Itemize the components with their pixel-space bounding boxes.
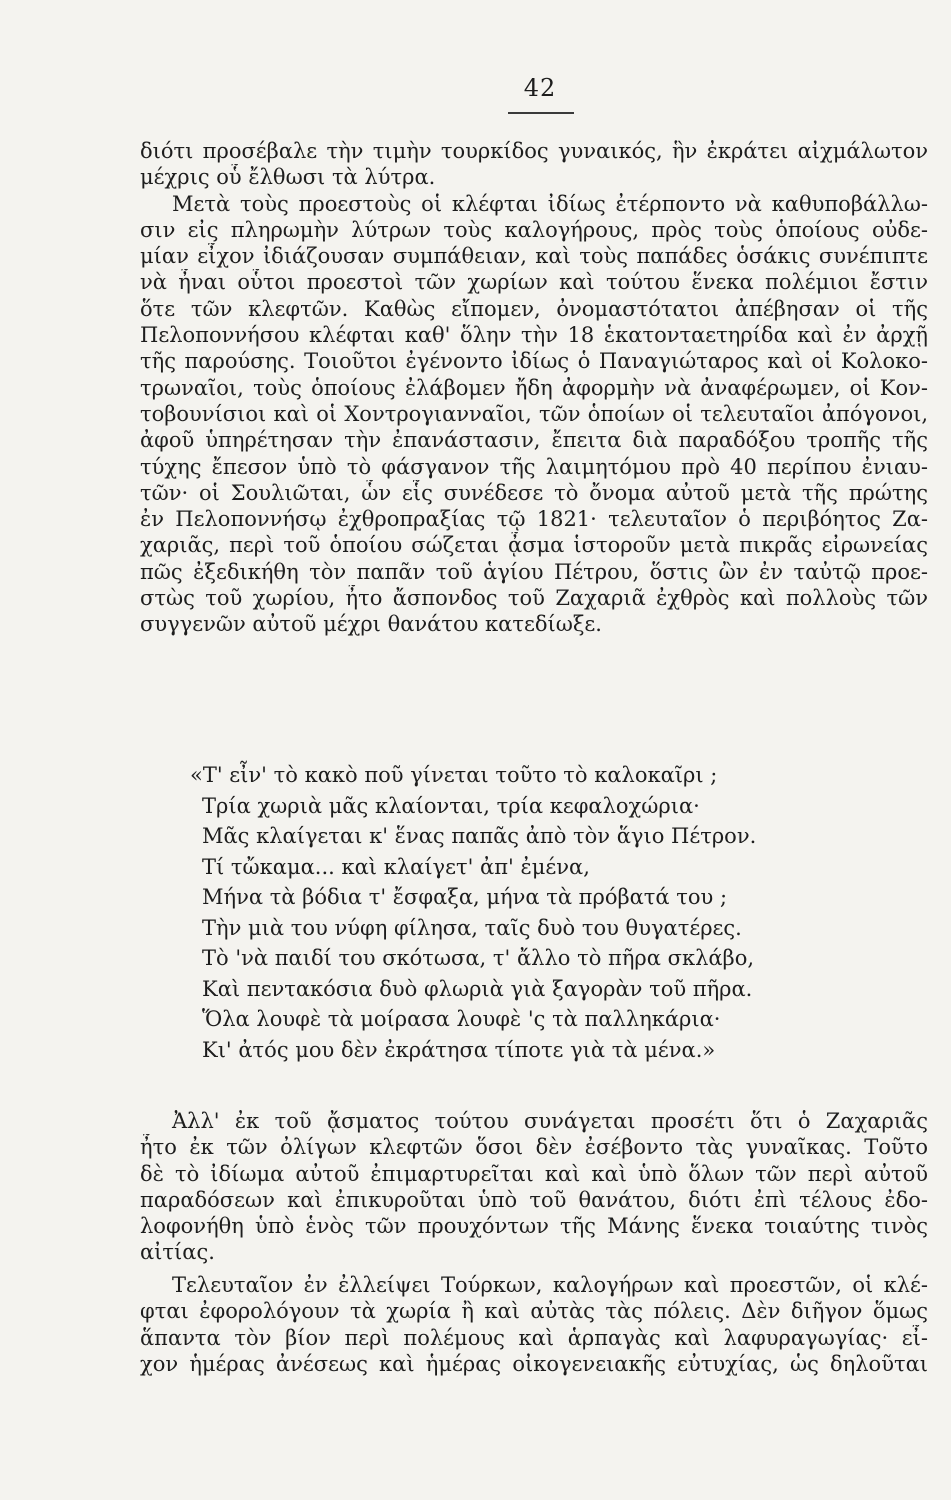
text-line: μίαν εἶχον ἰδιάζουσαν συμπάθειαν, καὶ τοὺς παπάδες ὁσάκις συνέπιπτε: [140, 244, 928, 269]
poem-line: Τὸ 'νὰ παιδί του σκότωσα, τ' ἄλλο τὸ πῆρα σκλάβο,: [202, 946, 755, 970]
text-line: τύχης ἔπεσον ὑπὸ τὸ φάσγανον τῆς λαιμητόμου πρὸ 40 περίπου ἐνιαυ-: [140, 454, 928, 479]
text-line: τρωναῖοι, τοὺς ὁποίους ἐλάβομεν ἤδη ἀφορμὴν νὰ ἀναφέρωμεν, οἱ Κον-: [140, 375, 928, 400]
text-line: τοβουνίσιοι καὶ οἱ Χοντρογιανναῖοι, τῶν ὁποίων οἱ τελευταῖοι ἀπόγονοι,: [140, 401, 928, 426]
paragraph-2: [140, 1108, 928, 1266]
text-line: νὰ ἦναι οὗτοι προεστοὶ τῶν χωρίων καὶ τούτου ἕνεκα πολέμιοι ἔστιν: [140, 270, 928, 295]
text-line: παραδόσεων καὶ ἐπικυροῦται ὑπὸ τοῦ θανάτου, διότι ἐπὶ τέλους ἐδο-: [140, 1187, 928, 1212]
text-line: Ἀλλ' ἐκ τοῦ ᾄσματος τούτου συνάγεται προσέτι ὅτι ὁ Ζαχαριᾶς: [172, 1109, 928, 1133]
text-line: Πελοποννήσου κλέφται καθ' ὅλην τὴν 18 ἑκατονταετηρίδα καὶ ἐν ἀρχῇ: [140, 323, 928, 348]
poem-line: Τὴν μιὰ του νύφη φίλησα, ταῖς δυὸ του θυγατέρες.: [202, 915, 742, 940]
text-line: μέχρις οὗ ἔλθωσι τὰ λύτρα.: [140, 165, 436, 190]
paragraph-1: [140, 138, 928, 638]
text-line: σιν εἰς πληρωμὴν λύτρων τοὺς καλογήρους, πρὸς τοὺς ὁποίους οὐδε-: [140, 217, 928, 242]
text-line: ἀφοῦ ὑπηρέτησαν τὴν ἐπανάστασιν, ἔπειτα διὰ παραδόξου τροπῆς τῆς: [140, 428, 928, 453]
poem-line: Καὶ πεντακόσια δυὸ φλωριὰ γιὰ ξαγορὰν τοῦ πῆρα.: [202, 976, 753, 1001]
poem-line: Τρία χωριὰ μᾶς κλαίονται, τρία κεφαλοχώρια·: [202, 793, 700, 818]
poem-line: Κι' ἀτός μου δὲν ἐκράτησα τίποτε γιὰ τὰ μένα.»: [202, 1037, 716, 1062]
poem-line: Ὅλα λουφὲ τὰ μοίρασα λουφὲ 'ς τὰ παλληκάρια·: [202, 1007, 721, 1031]
text-line: διότι προσέβαλε τὴν τιμὴν τουρκίδος γυναικός, ἣν ἐκράτει αἰχμάλωτον: [140, 139, 928, 163]
text-line: ἅπαντα τὸν βίον περὶ πολέμους καὶ ἁρπαγὰς καὶ λαφυραγωγίας· εἶ-: [140, 1325, 928, 1350]
folk-song-quote: [190, 760, 830, 1065]
text-line: ἐν Πελοποννήσῳ ἐχθροπραξίας τῷ 1821· τελευταῖον ὁ περιβόητος Ζα-: [140, 507, 928, 532]
text-line: πῶς ἐξεδικήθη τὸν παπᾶν τοῦ ἁγίου Πέτρου, ὅστις ὢν ἐν ταὐτῷ προε-: [140, 559, 928, 584]
header-rule: [508, 112, 574, 114]
text-line: τῆς παρούσης. Τοιοῦτοι ἐγένοντο ἰδίως ὁ Παναγιώταρος καὶ οἱ Κολοκο-: [140, 349, 928, 374]
paragraph-3: [140, 1272, 928, 1377]
text-line: ἦτο ἐκ τῶν ὀλίγων κλεφτῶν ὅσοι δὲν ἐσέβοντο τὰς γυναῖκας. Τοῦτο: [140, 1135, 928, 1160]
text-line: χον ἡμέρας ἀνέσεως καὶ ἡμέρας οἰκογενειακῆς εὐτυχίας, ὡς δηλοῦται: [140, 1351, 928, 1376]
text-line: στὼς τοῦ χωρίου, ἦτο ἄσπονδος τοῦ Ζαχαριᾶ ἐχθρὸς καὶ πολλοὺς τῶν: [140, 586, 928, 611]
poem-line: Μήνα τὰ βόδια τ' ἔσφαξα, μήνα τὰ πρόβατά του ;: [202, 885, 728, 909]
text-line: τῶν· οἱ Σουλιῶται, ὧν εἷς συνέδεσε τὸ ὄνομα αὐτοῦ μετὰ τῆς πρώτης: [140, 480, 928, 505]
text-line: Μετὰ τοὺς προεστοὺς οἱ κλέφται ἰδίως ἐτέρποντο νὰ καθυποβάλλω-: [172, 191, 928, 216]
text-line: ὅτε τῶν κλεφτῶν. Καθὼς εἴπομεν, ὀνομαστότατοι ἀπέβησαν οἱ τῆς: [140, 296, 928, 321]
text-line: Τελευταῖον ἐν ἐλλείψει Τούρκων, καλογήρων καὶ προεστῶν, οἱ κλέ-: [172, 1273, 928, 1297]
text-line: φται ἐφορολόγουν τὰ χωρία ἢ καὶ αὐτὰς τὰς πόλεις. Δὲν διῆγον ὅμως: [140, 1299, 928, 1324]
text-line: χαριᾶς, περὶ τοῦ ὁποίου σώζεται ᾆσμα ἱστοροῦν μετὰ πικρᾶς εἰρωνείας: [140, 533, 928, 558]
text-line: συγγενῶν αὐτοῦ μέχρι θανάτου κατεδίωξε.: [140, 612, 602, 637]
poem-line: «Τ' εἶν' τὸ κακὸ ποῦ γίνεται τοῦτο τὸ καλοκαῖρι ;: [190, 763, 718, 787]
poem-line: Τί τὤκαμα... καὶ κλαίγετ' ἀπ' ἐμένα,: [202, 854, 590, 879]
page-number: 42: [523, 74, 557, 102]
text-line: δὲ τὸ ἰδίωμα αὐτοῦ ἐπιμαρτυρεῖται καὶ καὶ ὑπὸ ὅλων τῶν περὶ αὐτοῦ: [140, 1161, 928, 1186]
text-line: λοφονήθη ὑπὸ ἑνὸς τῶν προυχόντων τῆς Μάνης ἕνεκα τοιαύτης τινὸς: [140, 1214, 928, 1239]
poem-line: Μᾶς κλαίγεται κ' ἕνας παπᾶς ἀπὸ τὸν ἅγιο Πέτρον.: [202, 824, 757, 848]
text-line: αἰτίας.: [140, 1240, 215, 1265]
